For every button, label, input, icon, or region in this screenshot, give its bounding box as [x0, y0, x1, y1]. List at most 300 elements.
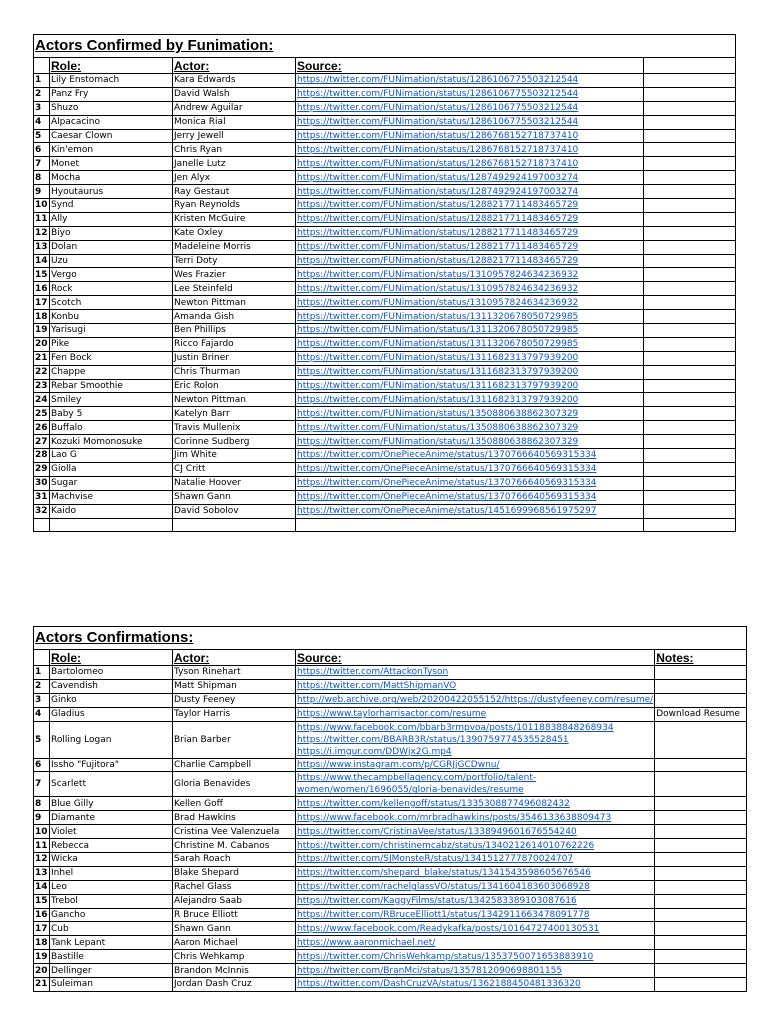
extra-cell — [644, 421, 736, 435]
actor-cell: Justin Briner — [173, 351, 296, 365]
source-cell — [296, 365, 644, 379]
row-number: 13 — [35, 868, 48, 879]
table-row — [34, 407, 736, 421]
source-link[interactable]: https://twitter.com/FUNimation/status/1288217711483465729 — [297, 242, 579, 253]
row-number: 23 — [35, 381, 48, 392]
actor-cell: Chris Ryan — [173, 143, 296, 157]
source-cell — [296, 268, 644, 282]
header-notes: Notes: — [655, 650, 747, 666]
table-row — [34, 421, 736, 435]
source-cell — [296, 351, 644, 365]
actor-cell: CJ Critt — [173, 462, 296, 476]
role-cell: Buffalo — [50, 421, 173, 435]
actor-cell: Kellen Goff — [173, 797, 296, 811]
row-number: 10 — [35, 200, 48, 211]
source-cell — [296, 462, 644, 476]
role-cell: Synd — [50, 199, 173, 213]
empty-cell — [34, 518, 50, 532]
row-number: 21 — [35, 979, 48, 990]
source-link[interactable]: https://twitter.com/FUNimation/status/1288217711483465729 — [297, 214, 579, 225]
actor-cell: Cristina Vee Valenzuela — [173, 825, 296, 839]
row-number: 14 — [35, 882, 48, 893]
source-link[interactable]: https://www.aaronmichael.net/ — [297, 937, 436, 948]
table-row — [34, 240, 736, 254]
table-title-row — [34, 627, 747, 650]
role-cell: Diamante — [50, 811, 173, 825]
extra-cell — [644, 324, 736, 338]
source-link[interactable]: https://twitter.com/FUNimation/status/1286106775503212544 — [297, 103, 579, 114]
source-link[interactable]: https://i.imgur.com/DDWjx2G.mp4 — [297, 746, 452, 757]
table-row — [34, 825, 747, 839]
source-cell — [296, 707, 655, 721]
row-number: 20 — [35, 339, 48, 350]
role-cell: Violet — [50, 825, 173, 839]
source-link[interactable]: https://twitter.com/christinemcabz/status/1340212614010762226 — [297, 840, 595, 851]
table-row — [34, 666, 747, 680]
table-row — [34, 268, 736, 282]
header-actor: Actor: — [173, 650, 296, 666]
table-row — [34, 282, 736, 296]
extra-cell — [644, 157, 736, 171]
table-title: Actors Confirmed by Funimation: — [34, 35, 736, 58]
actor-cell: Janelle Lutz — [173, 157, 296, 171]
source-link[interactable]: https://twitter.com/FUNimation/status/1286106775503212544 — [297, 89, 579, 100]
role-cell: Rock — [50, 282, 173, 296]
source-cell — [296, 101, 644, 115]
notes-cell — [655, 964, 747, 978]
notes-cell — [655, 894, 747, 908]
actor-cell: Jerry Jewell — [173, 129, 296, 143]
source-link[interactable]: https://twitter.com/FUNimation/status/1350880638862307329 — [297, 408, 579, 419]
header-number — [34, 58, 50, 74]
source-link[interactable]: https://twitter.com/FUNimation/status/1310957824634236932 — [297, 283, 579, 294]
table-title-row — [34, 35, 736, 58]
source-cell — [296, 490, 644, 504]
role-cell: Gladius — [50, 707, 173, 721]
row-number: 16 — [35, 910, 48, 921]
source-link[interactable]: https://twitter.com/FUNimation/status/1286106775503212544 — [297, 75, 579, 86]
source-link[interactable]: https://twitter.com/OnePieceAnime/status/1451699968561975297 — [297, 506, 597, 517]
notes-cell — [655, 853, 747, 867]
role-cell: Rolling Logan — [50, 721, 173, 758]
source-link[interactable]: https://twitter.com/shepard_blake/status/1341543598605676546 — [297, 868, 591, 879]
row-number: 5 — [34, 129, 50, 143]
table-row — [34, 950, 747, 964]
source-link[interactable]: https://twitter.com/FUNimation/status/1311682313797939200 — [297, 367, 579, 378]
source-link[interactable]: https://twitter.com/AttackonTyson — [297, 667, 449, 678]
row-number: 12 — [35, 854, 48, 865]
row-number: 16 — [35, 283, 48, 294]
source-link[interactable]: https://twitter.com/DashCruzVA/status/1362188450481336320 — [297, 979, 581, 990]
source-cell — [296, 504, 644, 518]
funimation-actors-table — [33, 34, 736, 532]
row-number: 15 — [35, 896, 48, 907]
row-number: 17 — [35, 923, 48, 934]
source-link[interactable]: https://twitter.com/FUNimation/status/1288217711483465729 — [297, 256, 579, 267]
source-cell — [296, 721, 655, 758]
source-link[interactable]: https://twitter.com/OnePieceAnime/status/1370766640569315334 — [297, 478, 597, 489]
actor-cell: Rachel Glass — [173, 880, 296, 894]
source-cell — [296, 240, 644, 254]
row-number: 7 — [34, 157, 50, 171]
source-link[interactable]: https://www.facebook.com/mrbradhawkins/posts/3546133638809473 — [297, 812, 612, 823]
source-link[interactable]: http://web.archive.org/web/20200422055152/https://dustyfeeney.com/resume/ — [297, 695, 654, 706]
source-link[interactable]: https://twitter.com/FUNimation/status/1286768152718737410 — [297, 158, 579, 169]
actor-cell: Newton Pittman — [173, 296, 296, 310]
extra-cell — [644, 254, 736, 268]
table-row — [34, 212, 736, 226]
actor-cell: Eric Rolon — [173, 379, 296, 393]
row-number: 15 — [35, 269, 48, 280]
source-cell — [296, 379, 644, 393]
role-cell: Ally — [50, 212, 173, 226]
actor-cell: Katelyn Barr — [173, 407, 296, 421]
table-row — [34, 908, 747, 922]
source-cell — [296, 171, 644, 185]
table-row — [34, 379, 736, 393]
row-number: 29 — [35, 464, 48, 475]
row-number: 3 — [34, 101, 50, 115]
actor-cell: R Bruce Elliott — [173, 908, 296, 922]
source-link[interactable]: https://twitter.com/FUNimation/status/1311320678050729985 — [297, 325, 579, 336]
role-cell: Monet — [50, 157, 173, 171]
row-number: 12 — [35, 228, 48, 239]
extra-cell — [644, 379, 736, 393]
source-link[interactable]: https://twitter.com/FUNimation/status/1311320678050729985 — [297, 339, 579, 350]
source-cell — [296, 922, 655, 936]
extra-cell — [644, 296, 736, 310]
row-number: 8 — [34, 797, 50, 811]
actor-cell: Gloria Benavides — [173, 772, 296, 797]
actor-cell: Kara Edwards — [173, 74, 296, 88]
actor-cell: Jordan Dash Cruz — [173, 978, 296, 992]
actor-cell: Shawn Gann — [173, 490, 296, 504]
role-cell: Konbu — [50, 310, 173, 324]
source-cell — [296, 853, 655, 867]
source-link[interactable]: https://twitter.com/BranMci/status/1357812090698801155 — [297, 965, 563, 976]
actor-confirmations-table — [33, 626, 747, 992]
actor-cell: Brian Barber — [173, 721, 296, 758]
source-cell — [296, 476, 644, 490]
row-number: 2 — [34, 87, 50, 101]
notes-cell — [655, 797, 747, 811]
notes-cell — [655, 721, 747, 758]
extra-cell — [644, 435, 736, 449]
notes-cell — [655, 772, 747, 797]
role-cell: Yarisugi — [50, 324, 173, 338]
role-cell: Dellinger — [50, 964, 173, 978]
extra-cell — [644, 337, 736, 351]
source-link[interactable]: https://twitter.com/FUNimation/status/1288217711483465729 — [297, 228, 579, 239]
row-number: 6 — [34, 758, 50, 772]
notes-cell — [655, 811, 747, 825]
table-row — [34, 978, 747, 992]
source-link[interactable]: https://twitter.com/FUNimation/status/1287492924197003274 — [297, 186, 579, 197]
row-number: 18 — [35, 311, 48, 322]
table-row — [34, 964, 747, 978]
actor-cell: Monica Rial — [173, 115, 296, 129]
role-cell: Panz Fry — [50, 87, 173, 101]
source-link[interactable]: https://www.instagram.com/p/CGRJjGCDwnu/ — [297, 760, 500, 770]
source-cell — [296, 157, 644, 171]
source-cell — [296, 908, 655, 922]
empty-cell — [50, 518, 173, 532]
notes-cell — [655, 978, 747, 992]
actor-cell: Blake Shepard — [173, 866, 296, 880]
source-cell — [296, 894, 655, 908]
header-source: Source: — [296, 58, 644, 74]
notes-cell — [655, 922, 747, 936]
row-number: 5 — [34, 721, 50, 758]
actor-cell: Ben Phillips — [173, 324, 296, 338]
empty-cell — [644, 518, 736, 532]
source-link[interactable]: https://twitter.com/rachelglassVO/status/1341604183603068928 — [297, 882, 590, 893]
row-number: 25 — [35, 408, 48, 419]
source-cell — [296, 449, 644, 463]
row-number: 11 — [35, 840, 48, 851]
source-link[interactable]: https://www.facebook.com/Readykafka/posts/10164727400130531 — [297, 923, 600, 934]
role-cell: Cub — [50, 922, 173, 936]
table-row — [34, 199, 736, 213]
actor-cell: Chris Thurman — [173, 365, 296, 379]
source-cell — [296, 950, 655, 964]
actor-cell: Ray Gestaut — [173, 185, 296, 199]
extra-cell — [644, 74, 736, 88]
actor-cell: Chris Wehkamp — [173, 950, 296, 964]
source-cell — [296, 185, 644, 199]
role-cell: Fen Bock — [50, 351, 173, 365]
row-number: 7 — [34, 772, 50, 797]
role-cell: Rebar Smoothie — [50, 379, 173, 393]
table-row — [34, 185, 736, 199]
extra-cell — [644, 129, 736, 143]
source-cell — [296, 226, 644, 240]
table-row — [34, 254, 736, 268]
notes-cell — [655, 839, 747, 853]
source-cell — [296, 296, 644, 310]
actor-cell: Natalie Hoover — [173, 476, 296, 490]
source-link[interactable]: women/women/1696055/gloria-benavides/resume — [297, 785, 524, 796]
header-actor: Actor: — [173, 58, 296, 74]
source-link[interactable]: https://twitter.com/kellengoff/status/1335308877496082432 — [297, 798, 570, 809]
row-number: 30 — [35, 478, 48, 489]
source-cell — [296, 199, 644, 213]
source-link[interactable]: https://twitter.com/FUNimation/status/1310957824634236932 — [297, 269, 579, 280]
row-number: 1 — [34, 74, 50, 88]
extra-cell — [644, 462, 736, 476]
row-number: 6 — [34, 143, 50, 157]
extra-cell — [644, 212, 736, 226]
notes-cell — [655, 936, 747, 950]
role-cell: Lily Enstomach — [50, 74, 173, 88]
source-link[interactable]: https://twitter.com/BBARB3R/status/1390759774535528451 — [297, 734, 569, 745]
table-row — [34, 171, 736, 185]
role-cell: Inhel — [50, 866, 173, 880]
source-link[interactable]: https://twitter.com/FUNimation/status/1286768152718737410 — [297, 144, 579, 155]
source-cell — [296, 839, 655, 853]
actor-cell: David Walsh — [173, 87, 296, 101]
table-row — [34, 936, 747, 950]
actor-cell: Travis Mullenix — [173, 421, 296, 435]
extra-cell — [644, 101, 736, 115]
role-cell: Gancho — [50, 908, 173, 922]
actor-cell: Lee Steinfeld — [173, 282, 296, 296]
extra-cell — [644, 171, 736, 185]
header-source: Source: — [296, 650, 655, 666]
source-link[interactable]: https://twitter.com/FUNimation/status/1310957824634236932 — [297, 297, 579, 308]
source-link[interactable]: https://twitter.com/FUNimation/status/1311682313797939200 — [297, 381, 579, 392]
notes-cell — [655, 758, 747, 772]
extra-cell — [644, 226, 736, 240]
role-cell: Issho "Fujitora" — [50, 758, 173, 772]
row-number: 21 — [35, 353, 48, 364]
source-link[interactable]: https://twitter.com/FUNimation/status/1311682313797939200 — [297, 394, 579, 405]
source-link[interactable]: https://twitter.com/SJMonsteR/status/1341512777870024707 — [297, 854, 574, 865]
source-cell — [296, 337, 644, 351]
source-link[interactable]: https://twitter.com/FUNimation/status/1286768152718737410 — [297, 131, 579, 141]
table-row — [34, 721, 747, 758]
notes-cell — [655, 825, 747, 839]
table-row — [34, 87, 736, 101]
actor-cell: Sarah Roach — [173, 853, 296, 867]
actor-cell: Aaron Michael — [173, 936, 296, 950]
row-number: 22 — [35, 367, 48, 378]
notes-cell — [655, 866, 747, 880]
actor-cell: Dusty Feeney — [173, 693, 296, 707]
extra-cell — [644, 504, 736, 518]
table-row — [34, 393, 736, 407]
source-cell — [296, 866, 655, 880]
source-link[interactable]: https://twitter.com/FUNimation/status/1350880638862307329 — [297, 422, 579, 433]
row-number: 18 — [35, 937, 48, 948]
role-cell: Kozuki Momonosuke — [50, 435, 173, 449]
table-row — [34, 101, 736, 115]
source-cell — [296, 87, 644, 101]
source-cell — [296, 421, 644, 435]
header-role: Role: — [50, 58, 173, 74]
source-link[interactable]: https://twitter.com/RBruceElliott1/status/1342911663478091778 — [297, 910, 590, 921]
source-link[interactable]: https://twitter.com/OnePieceAnime/status/1370766640569315334 — [297, 492, 597, 503]
actor-cell: Amanda Gish — [173, 310, 296, 324]
role-cell: Trebol — [50, 894, 173, 908]
row-number: 4 — [34, 707, 50, 721]
role-cell: Caesar Clown — [50, 129, 173, 143]
row-number: 2 — [34, 679, 50, 693]
extra-cell — [644, 310, 736, 324]
actor-cell: Newton Pittman — [173, 393, 296, 407]
table-row — [34, 435, 736, 449]
actor-cell: Andrew Aguilar — [173, 101, 296, 115]
source-cell — [296, 254, 644, 268]
notes-cell — [655, 679, 747, 693]
role-cell: Scotch — [50, 296, 173, 310]
notes-cell — [655, 666, 747, 680]
source-link[interactable]: https://twitter.com/FUNimation/status/1288217711483465729 — [297, 200, 579, 211]
table-row — [34, 866, 747, 880]
table-row — [34, 490, 736, 504]
role-cell: Uzu — [50, 254, 173, 268]
role-cell: Tank Lepant — [50, 936, 173, 950]
source-cell — [296, 74, 644, 88]
role-cell: Kaido — [50, 504, 173, 518]
row-number: 13 — [35, 242, 48, 253]
actor-cell: Corinne Sudberg — [173, 435, 296, 449]
source-link[interactable]: https://twitter.com/FUNimation/status/1287492924197003274 — [297, 172, 579, 183]
table-row — [34, 310, 736, 324]
actor-cell: Ricco Fajardo — [173, 337, 296, 351]
source-link[interactable]: https://twitter.com/FUNimation/status/1350880638862307329 — [297, 436, 579, 447]
source-link[interactable]: https://twitter.com/MattShipmanVO — [297, 681, 457, 692]
source-link[interactable]: https://www.thecampbellagency.com/portfolio/talent- — [297, 773, 537, 784]
row-number: 26 — [35, 422, 48, 433]
role-cell: Kin'emon — [50, 143, 173, 157]
source-link[interactable]: https://www.facebook.com/bbarb3rmpvoa/posts/10118838848268934 — [297, 722, 614, 733]
source-link[interactable]: https://twitter.com/OnePieceAnime/status/1370766640569315334 — [297, 464, 597, 475]
source-link[interactable]: https://twitter.com/FUNimation/status/1286106775503212544 — [297, 117, 579, 128]
source-link[interactable]: https://twitter.com/CristinaVee/status/1338949601676554240 — [297, 826, 577, 837]
row-number: 31 — [35, 492, 48, 503]
row-number: 28 — [35, 450, 48, 461]
role-cell: Shuzo — [50, 101, 173, 115]
actor-cell: Jen Alyx — [173, 171, 296, 185]
row-number: 20 — [35, 965, 48, 976]
actor-cell: Christine M. Cabanos — [173, 839, 296, 853]
header-row — [34, 650, 747, 666]
extra-cell — [644, 240, 736, 254]
actor-cell: Jim White — [173, 449, 296, 463]
source-cell — [296, 407, 644, 421]
table-row — [34, 679, 747, 693]
extra-cell — [644, 87, 736, 101]
actor-cell: Brandon McInnis — [173, 964, 296, 978]
source-link[interactable]: https://twitter.com/FUNimation/status/1311320678050729985 — [297, 311, 579, 322]
source-link[interactable]: https://www.taylorharrisactor.com/resume — [297, 709, 487, 720]
actor-cell: Wes Frazier — [173, 268, 296, 282]
empty-row — [34, 518, 736, 532]
row-number: 10 — [35, 826, 48, 837]
source-link[interactable]: https://twitter.com/ChrisWehkamp/status/1353750071653883910 — [297, 951, 594, 962]
table-title: Actors Confirmations: — [34, 627, 747, 650]
table-row — [34, 758, 747, 772]
source-link[interactable]: https://twitter.com/KaggyFilms/status/1342583389103087616 — [297, 896, 577, 907]
source-link[interactable]: https://twitter.com/OnePieceAnime/status/1370766640569315334 — [297, 450, 597, 461]
row-number: 9 — [34, 185, 50, 199]
role-cell: Suleiman — [50, 978, 173, 992]
row-number: 14 — [35, 256, 48, 267]
table-row — [34, 880, 747, 894]
row-number: 32 — [35, 506, 48, 517]
source-cell — [296, 964, 655, 978]
notes-cell — [655, 950, 747, 964]
source-link[interactable]: https://twitter.com/FUNimation/status/1311682313797939200 — [297, 353, 579, 364]
extra-cell — [644, 365, 736, 379]
role-cell: Wicka — [50, 853, 173, 867]
header-row — [34, 58, 736, 74]
role-cell: Hyoutaurus — [50, 185, 173, 199]
role-cell: Machvise — [50, 490, 173, 504]
actor-cell: Terri Doty — [173, 254, 296, 268]
source-cell — [296, 666, 655, 680]
role-cell: Chappe — [50, 365, 173, 379]
extra-cell — [644, 476, 736, 490]
role-cell: Blue Gilly — [50, 797, 173, 811]
role-cell: Baby 5 — [50, 407, 173, 421]
header-role: Role: — [50, 650, 173, 666]
empty-cell — [296, 518, 644, 532]
extra-cell — [644, 282, 736, 296]
header-blank — [644, 58, 736, 74]
extra-cell — [644, 393, 736, 407]
